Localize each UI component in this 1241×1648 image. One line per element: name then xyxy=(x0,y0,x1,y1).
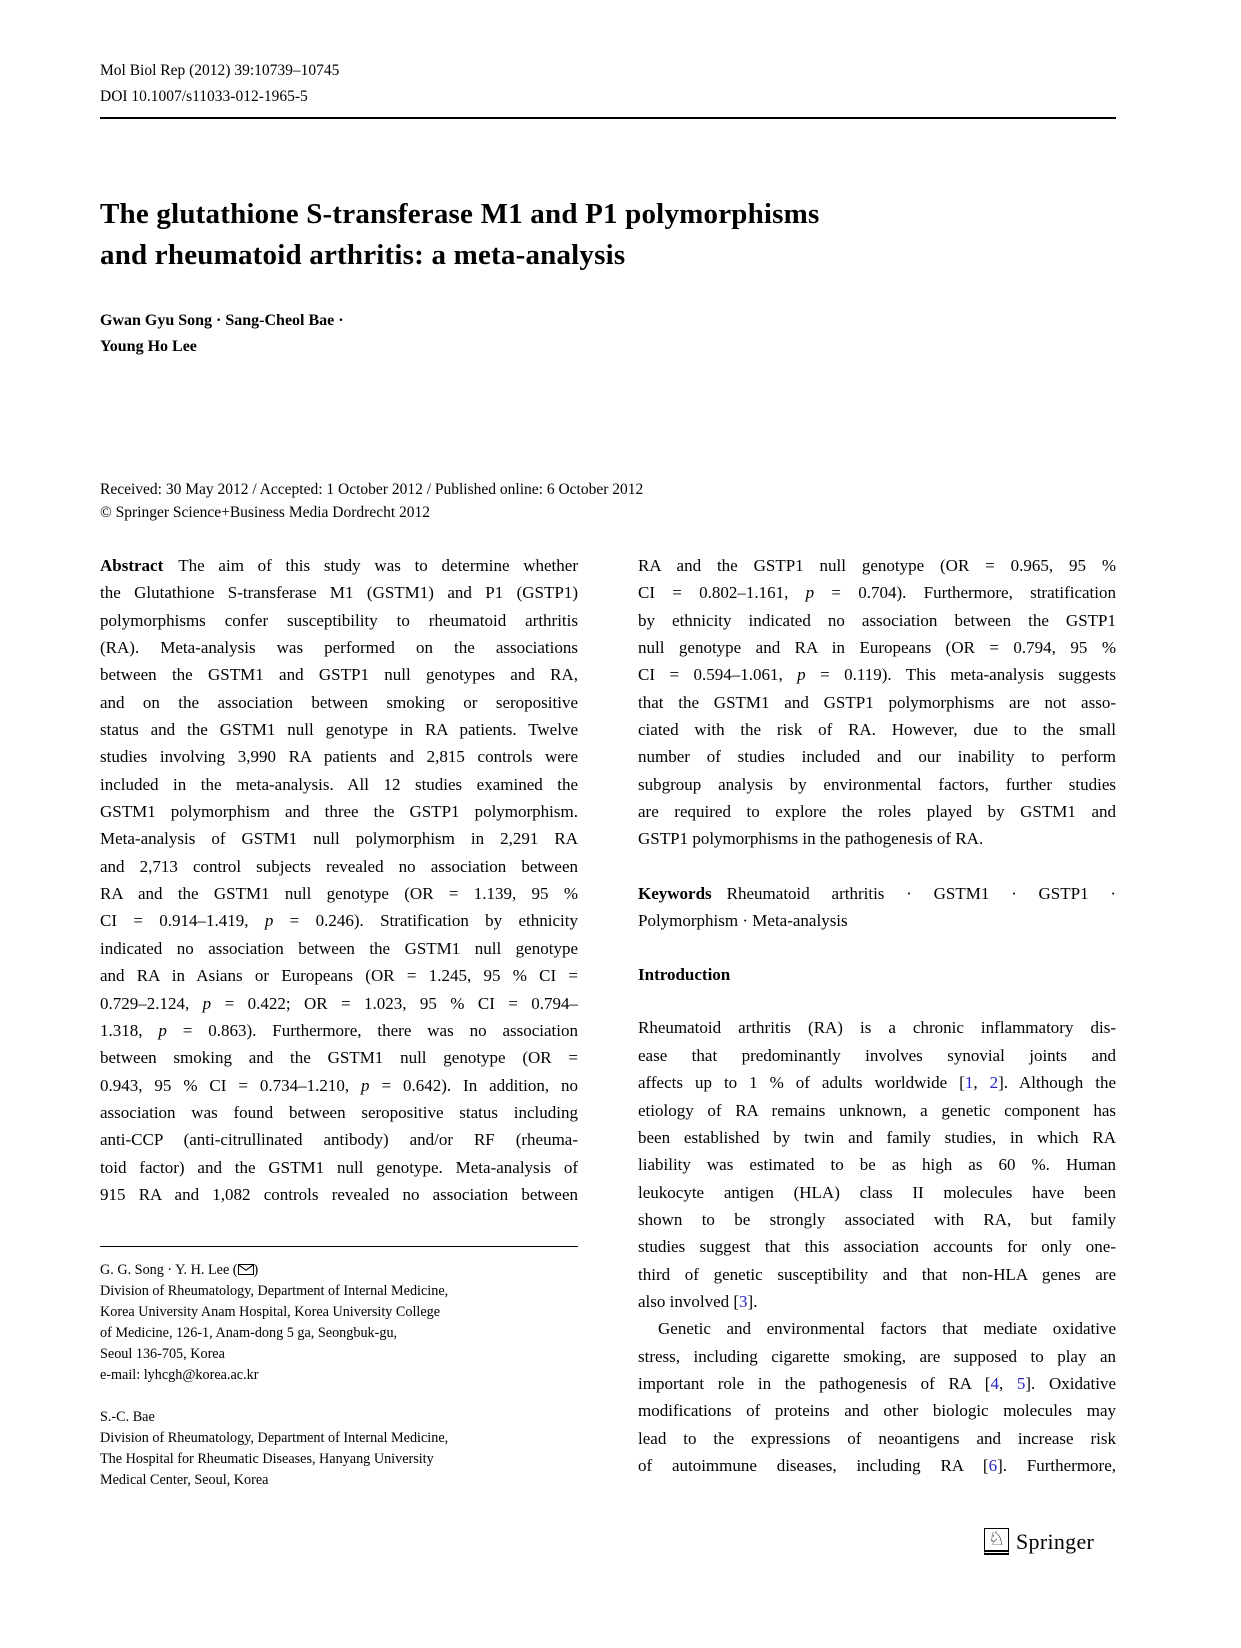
author-list xyxy=(100,308,344,360)
text-line: RA and the GSTM1 null genotype (OR = 1.139, 95 % xyxy=(100,884,578,904)
text-line: null genotype and RA in Europeans (OR = 0.794, 95 % xyxy=(638,638,1116,658)
correspondence-footnote xyxy=(100,1260,578,1386)
text-line: indicated no association between the GSTM1 null genotype xyxy=(100,938,578,958)
text-line: anti-CCP (anti-citrullinated antibody) and/or RF (rheuma- xyxy=(100,1130,578,1150)
header-rule xyxy=(100,117,1116,119)
introduction-paragraph-2 xyxy=(638,1315,1116,1479)
text-line: also involved [3]. xyxy=(638,1291,758,1311)
citation-link[interactable]: 4 xyxy=(990,1373,999,1393)
text-line: 1.318, p = 0.863). Furthermore, there was no association xyxy=(100,1020,578,1040)
text-line: between smoking and the GSTM1 null genotype (OR = xyxy=(100,1048,578,1068)
abstract-paragraph xyxy=(100,552,578,1208)
text-line: the Glutathione S-transferase M1 (GSTM1) and P1 (GSTP1) xyxy=(100,583,578,603)
text-line: Meta-analysis of GSTM1 null polymorphism in 2,291 RA xyxy=(100,829,578,849)
received-accepted-line: Received: 30 May 2012 / Accepted: 1 October 2012 / Published online: 6 October 2012 xyxy=(100,481,644,498)
p-value-symbol: p xyxy=(202,993,212,1013)
journal-header xyxy=(100,58,339,110)
text-line: ease that predominantly involves synovial joints and xyxy=(638,1045,1116,1065)
affiliation-footnote xyxy=(100,1407,578,1491)
text-line: GSTP1 polymorphisms in the pathogenesis of RA. xyxy=(638,829,984,849)
text-line: polymorphisms confer susceptibility to rheumatoid arthritis xyxy=(100,610,578,630)
text-line: and RA in Asians or Europeans (OR = 1.245, 95 % CI = xyxy=(100,966,578,986)
text-line: and on the association between smoking or seropositive xyxy=(100,692,578,712)
text-line: etiology of RA remains unknown, a genetic component has xyxy=(638,1100,1116,1120)
text-line: of autoimmune diseases, including RA [6]. Furthermore, xyxy=(638,1455,1116,1475)
text-line: Polymorphism · Meta-analysis xyxy=(638,911,848,931)
text-line: CI = 0.914–1.419, p = 0.246). Stratification by ethnicity xyxy=(100,911,578,931)
envelope-icon xyxy=(238,1264,254,1275)
text-line: Rheumatoid arthritis (RA) is a chronic inflammatory dis- xyxy=(638,1018,1116,1038)
text-line: Keywords Rheumatoid arthritis · GSTM1 · GSTP1 · xyxy=(638,883,1116,903)
author-line-2: Young Ho Lee xyxy=(100,338,197,355)
text-line: are required to explore the roles played by GSTM1 and xyxy=(638,802,1116,822)
p-value-symbol: p xyxy=(797,665,806,685)
paper-title-line-1: The glutathione S-transferase M1 and P1 polymorphisms xyxy=(100,198,820,230)
text-line: GSTM1 polymorphism and three the GSTP1 polymorphism. xyxy=(100,802,578,822)
footnote-line: e-mail: lyhcgh@korea.ac.kr xyxy=(100,1367,259,1383)
text-line: lead to the expressions of neoantigens and increase risk xyxy=(638,1428,1116,1448)
text-line: CI = 0.594–1.061, p = 0.119). This meta-analysis suggests xyxy=(638,665,1116,685)
text-line: 0.943, 95 % CI = 0.734–1.210, p = 0.642). In addition, no xyxy=(100,1075,578,1095)
text-line: studies involving 3,990 RA patients and 2,815 controls were xyxy=(100,747,578,767)
right-column xyxy=(638,552,1116,1479)
footnote-line: G. G. Song · Y. H. Lee ( ) xyxy=(100,1262,259,1278)
p-value-symbol: p xyxy=(361,1075,370,1095)
p-value-symbol: p xyxy=(264,911,274,931)
text-line: 0.729–2.124, p = 0.422; OR = 1.023, 95 % CI = 0.794– xyxy=(100,993,578,1013)
text-line: studies suggest that this association accounts for only one- xyxy=(638,1237,1116,1257)
text-line: by ethnicity indicated no association between the GSTP1 xyxy=(638,610,1116,630)
citation-link[interactable]: 1 xyxy=(964,1073,974,1093)
text-line: stress, including cigarette smoking, are supposed to play an xyxy=(638,1346,1116,1366)
text-line: included in the meta-analysis. All 12 studies examined the xyxy=(100,774,578,794)
introduction-paragraph-1 xyxy=(638,1014,1116,1315)
paper-title-line-2: and rheumatoid arthritis: a meta-analysis xyxy=(100,239,626,271)
text-line: Genetic and environmental factors that mediate oxidative xyxy=(658,1319,1116,1339)
text-line: modifications of proteins and other biologic molecules may xyxy=(638,1401,1116,1421)
text-line: subgroup analysis by environmental factors, further studies xyxy=(638,774,1116,794)
springer-knight-icon: ♘ xyxy=(984,1528,1009,1555)
text-line: toid factor) and the GSTM1 null genotype. Meta-analysis of xyxy=(100,1157,578,1177)
introduction-heading: Introduction xyxy=(638,965,731,985)
citation-link[interactable]: 2 xyxy=(989,1073,999,1093)
doi-line: DOI 10.1007/s11033-012-1965-5 xyxy=(100,88,308,105)
p-value-symbol: p xyxy=(805,583,815,603)
footnote-line: The Hospital for Rheumatic Diseases, Hanyang University xyxy=(100,1451,434,1467)
text-line: leukocyte antigen (HLA) class II molecules have been xyxy=(638,1182,1116,1202)
springer-logo xyxy=(984,1528,1094,1555)
footnote-line: Seoul 136-705, Korea xyxy=(100,1346,225,1362)
left-column xyxy=(100,552,578,1208)
citation-link[interactable]: 3 xyxy=(739,1291,748,1311)
footnote-line: Division of Rheumatology, Department of Internal Medicine, xyxy=(100,1283,449,1299)
keywords-paragraph xyxy=(638,880,1116,935)
p-value-symbol: p xyxy=(158,1020,167,1040)
text-line: liability was estimated to be as high as 60 %. Human xyxy=(638,1155,1116,1175)
text-line: CI = 0.802–1.161, p = 0.704). Furthermore, stratification xyxy=(638,583,1116,603)
text-line: (RA). Meta-analysis was performed on the associations xyxy=(100,638,578,658)
text-line: shown to be strongly associated with RA, but family xyxy=(638,1209,1116,1229)
author-line-1: Gwan Gyu Song · Sang-Cheol Bae · xyxy=(100,312,344,329)
abstract-continued-paragraph xyxy=(638,552,1116,853)
journal-ref: Mol Biol Rep (2012) 39:10739–10745 xyxy=(100,62,340,79)
text-line: between the GSTM1 and GSTP1 null genotypes and RA, xyxy=(100,665,578,685)
citation-link[interactable]: 6 xyxy=(988,1455,998,1475)
text-line: 915 RA and 1,082 controls revealed no association between xyxy=(100,1184,578,1204)
citation-link[interactable]: 5 xyxy=(1016,1373,1026,1393)
text-line: and 2,713 control subjects revealed no association between xyxy=(100,856,578,876)
footnote-line: Korea University Anam Hospital, Korea University College xyxy=(100,1304,441,1320)
paper-title xyxy=(100,194,820,276)
text-line: number of studies included and our inability to perform xyxy=(638,747,1116,767)
text-line: RA and the GSTP1 null genotype (OR = 0.965, 95 % xyxy=(638,556,1116,575)
paragraph-lead-label: Abstract xyxy=(100,556,164,575)
text-line: association was found between seropositive status including xyxy=(100,1102,578,1122)
text-line: that the GSTM1 and GSTP1 polymorphisms are not asso- xyxy=(638,692,1116,712)
footnote-section xyxy=(100,1246,578,1491)
text-line: been established by twin and family studies, in which RA xyxy=(638,1127,1116,1147)
footnote-line: Division of Rheumatology, Department of Internal Medicine, xyxy=(100,1430,449,1446)
springer-wordmark: Springer xyxy=(1016,1528,1095,1554)
copyright-line: © Springer Science+Business Media Dordrecht 2012 xyxy=(100,504,431,521)
text-line: affects up to 1 % of adults worldwide [1, 2]. Although the xyxy=(638,1073,1116,1093)
footnote-line: of Medicine, 126-1, Anam-dong 5 ga, Seongbuk-gu, xyxy=(100,1325,398,1341)
text-line: Abstract The aim of this study was to determine whether xyxy=(100,556,578,575)
text-line: third of genetic susceptibility and that non-HLA genes are xyxy=(638,1264,1116,1284)
paragraph-lead-label: Keywords xyxy=(638,883,712,903)
footnote-line: S.-C. Bae xyxy=(100,1409,155,1425)
text-line: status and the GSTM1 null genotype in RA patients. Twelve xyxy=(100,720,578,740)
footnote-line: Medical Center, Seoul, Korea xyxy=(100,1472,269,1488)
text-line: ciated with the risk of RA. However, due to the small xyxy=(638,720,1116,740)
text-line: important role in the pathogenesis of RA [4, 5]. Oxidative xyxy=(638,1373,1116,1393)
